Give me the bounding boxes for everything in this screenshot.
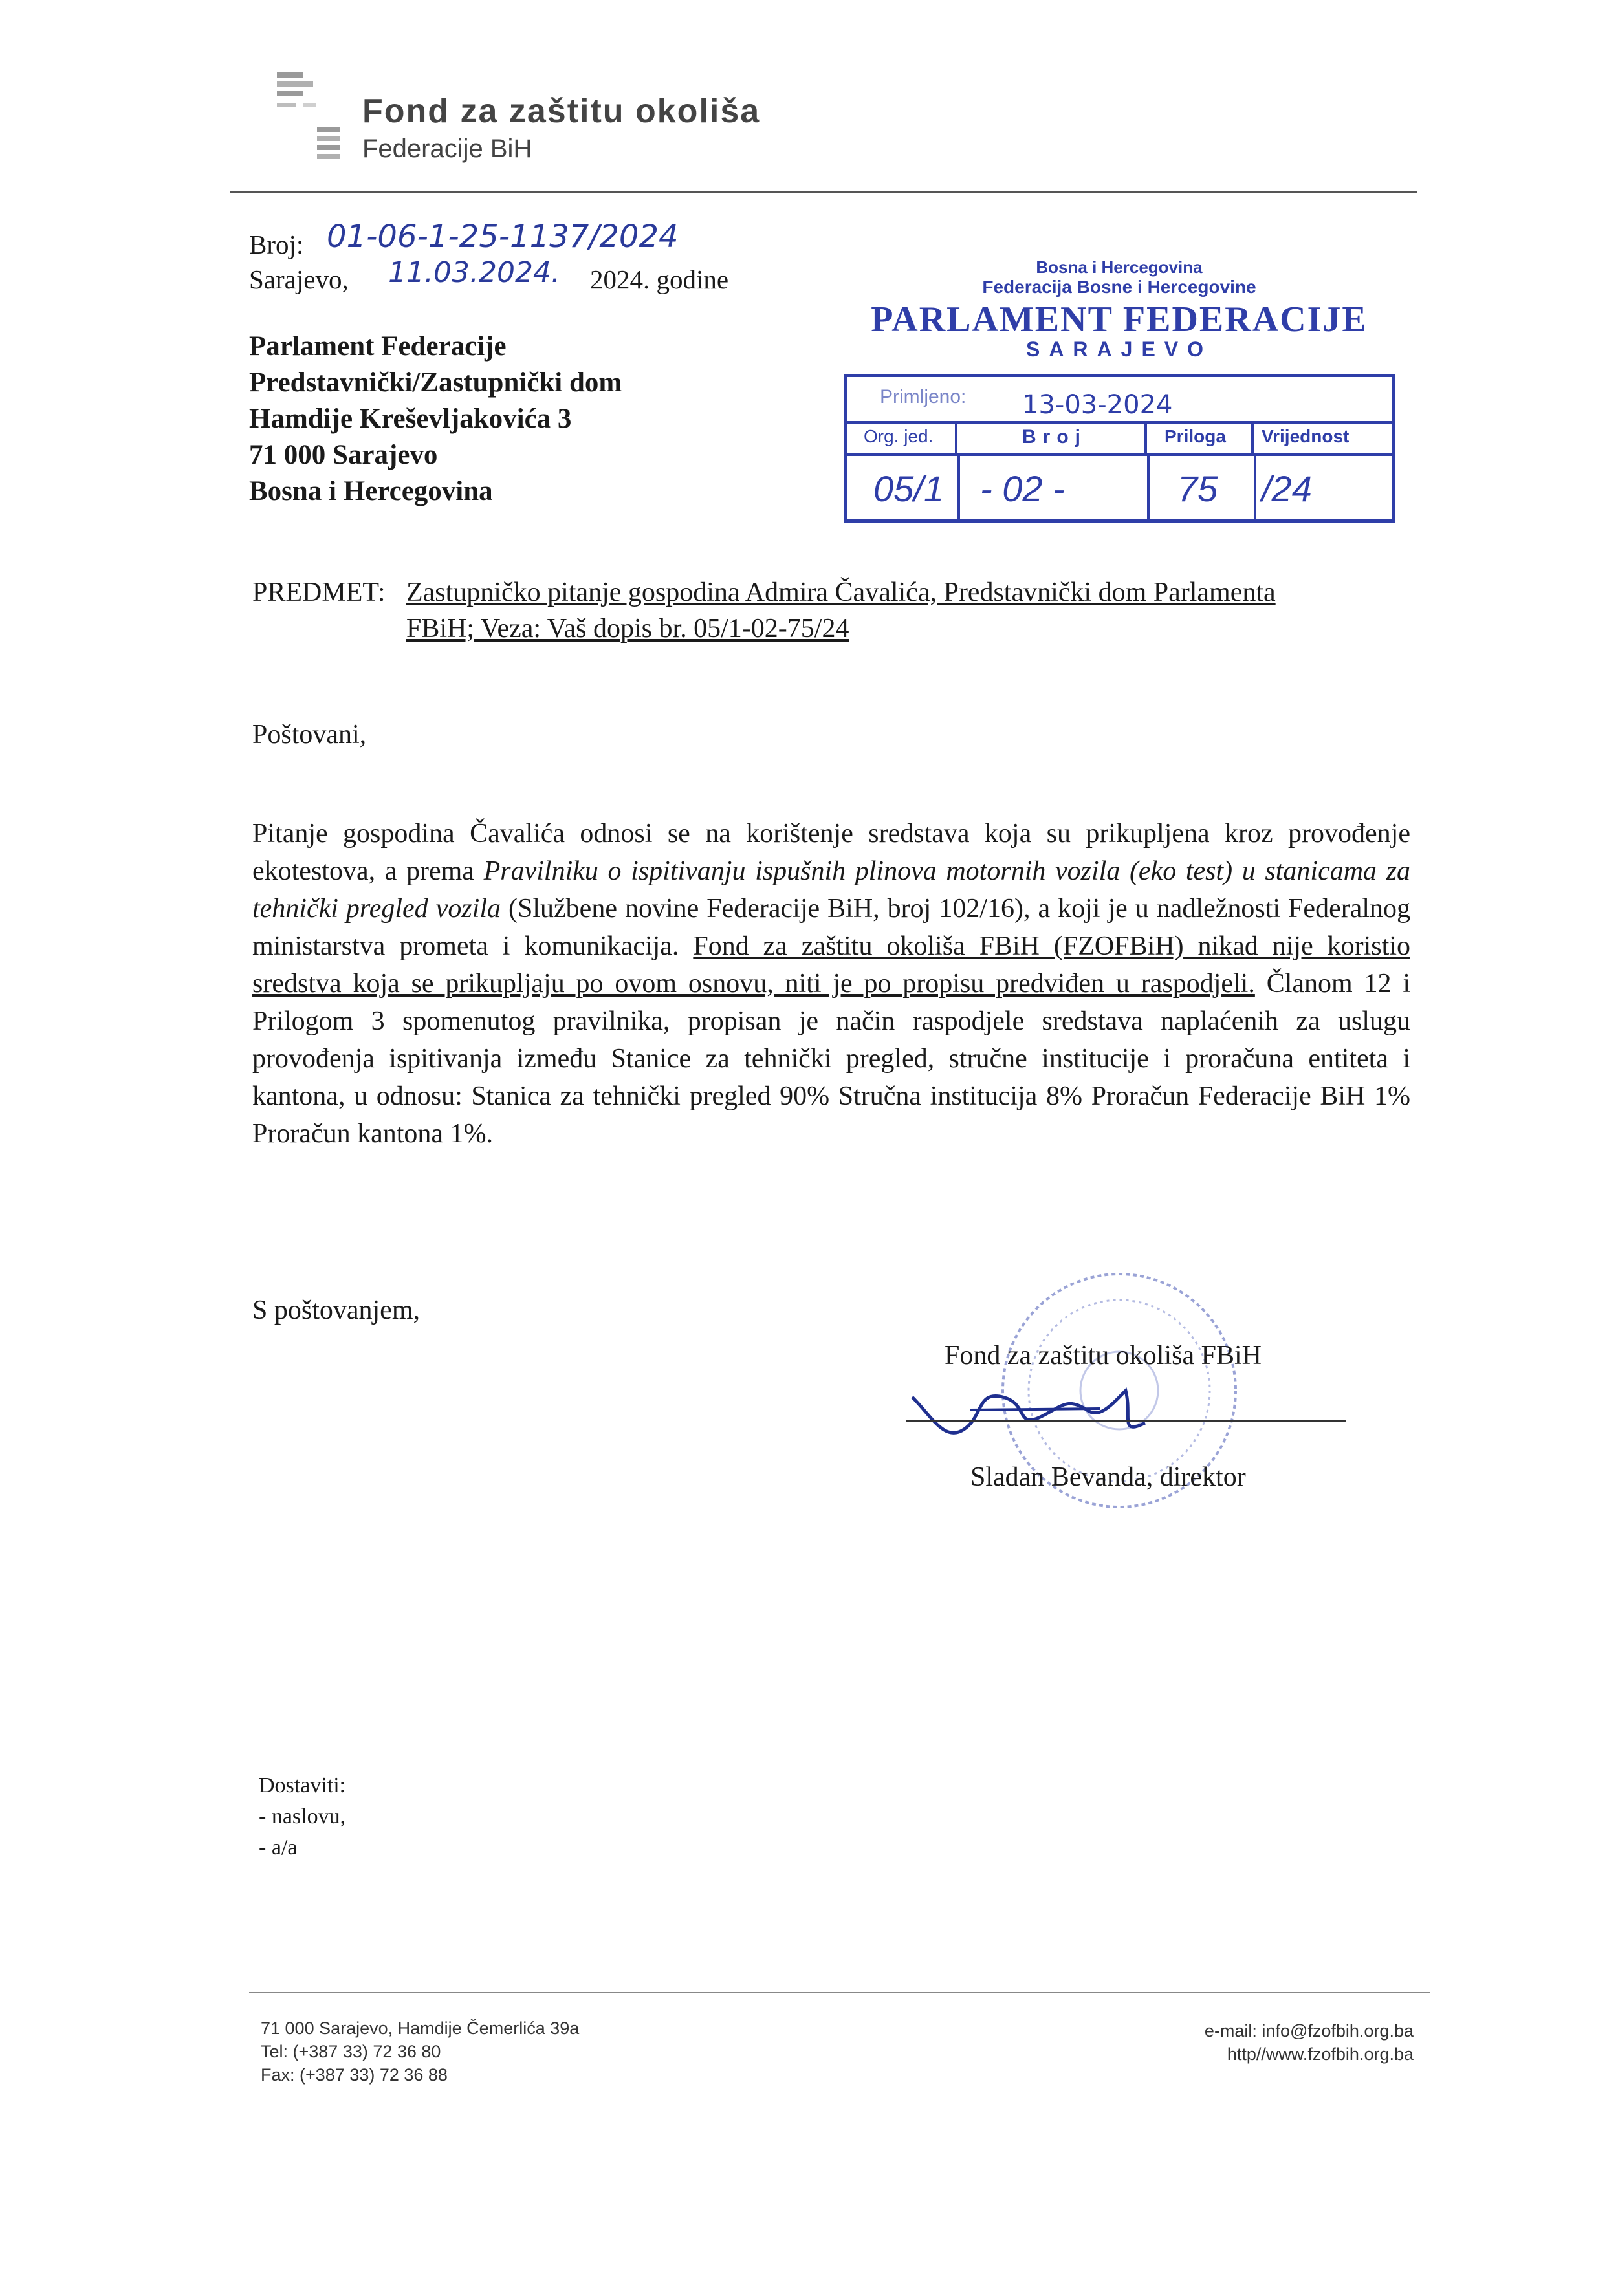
date-handwritten: 11.03.2024. [388,256,560,289]
parliament-received-stamp [841,257,1397,529]
body-key-statement: Fond za zaštitu okoliša FBiH (FZOFBiH) nikad nije koristio sredstva koja se prikupljaju po ovom osnovu, niti je po propisu predviđen u raspodjeli. [252,931,1410,999]
footer-address: 71 000 Sarajevo, Hamdije Čemerlića 39a [261,2019,580,2038]
stamp-city: SARAJEVO [1025,338,1213,361]
body-text: (Službene novine Federacije BiH, broj 102/16), a koji je u nadležnosti Federalnog ministarstva prometa i komunikacija. [252,894,1411,961]
stamp-val-org: 05/1 [873,468,944,509]
stamp-line: Federacija Bosne i Hercegovine [982,277,1256,297]
stamp-val-attach: 75 [1177,468,1218,509]
date-label: Sarajevo, [249,265,349,294]
stamp-title: PARLAMENT FEDERACIJE [871,299,1368,340]
footer-fax: Fax: (+387 33) 72 36 88 [261,2065,448,2085]
recipient-line: Parlament Federacije [249,331,507,362]
header-divider [230,191,1417,193]
subject-label: PREDMET: [252,578,386,607]
stamp-col-org: Org. jed. [864,426,934,446]
stamp-col-attach: Priloga [1164,426,1226,446]
distribution-item: - a/a [259,1836,298,1859]
footer-email[interactable]: e-mail: info@fzofbih.org.ba [1204,2021,1414,2041]
signature-org: Fond za zaštitu okoliša FBiH [945,1341,1262,1370]
distribution-label: Dostaviti: [259,1773,346,1797]
stamp-received-row [847,377,1392,424]
ref-number-label: Broj: [249,230,304,259]
footer-website[interactable]: http//www.fzofbih.org.ba [1227,2044,1414,2064]
recipient-line: Predstavnički/Zastupnički dom [249,367,622,398]
recipient-line: Bosna i Hercegovina [249,476,493,506]
body-text: Članom 12 i Prilogom 3 spomenutog pravilnika, propisan je način raspodjele sredstava naplaćenih za uslugu provođenja ispitivanja između Stanice za tehnički pregled, stručne institucije i proračuna entiteta i kantona, u odnosu: Stanica za tehnički pregled 90% Stručna institucija 8% Proračun Federacije BiH 1% Proračun kantona 1%. [252,969,1410,1149]
subject-text: Zastupničko pitanje gospodina Admira Čavalića, Predstavnički dom Parlamenta [406,578,1276,607]
footer-divider [249,1992,1430,1993]
stamp-line: Bosna i Hercegovina [1036,257,1203,277]
subject-text: FBiH; Veza: Vaš dopis br. 05/1-02-75/24 [406,614,849,644]
stamp-val-value: /24 [1262,468,1312,509]
signature-icon [906,1378,1177,1449]
stamp-header-row [847,421,1392,456]
ref-number-handwritten: 01-06-1-25-1137/2024 [327,219,679,255]
body-text: Pitanje gospodina Čavalića odnosi se na korištenje sredstava koja su prikupljena kroz provođenje ekotestova, a prema [252,819,1410,886]
stamp-col-value: Vrijednost [1262,426,1350,446]
recipient-line: Hamdije Kreševljakovića 3 [249,404,572,434]
body-paragraph [252,815,1410,1153]
footer-phone: Tel: (+387 33) 72 36 80 [261,2042,441,2061]
stamp-col-number: Broj [1022,426,1087,448]
fund-logo-icon [277,72,342,163]
closing: S poštovanjem, [252,1295,420,1325]
date-suffix: 2024. godine [590,265,729,294]
regulation-title: Pravilniku o ispitivanju ispušnih plinova motornih vozila (eko test) u stanicama za tehnički pregled vozila [252,856,1411,924]
stamp-received-date: 13-03-2024 [1022,390,1173,420]
stamp-received-label: Primljeno: [880,386,967,407]
recipient-line: 71 000 Sarajevo [249,440,438,470]
stamp-box [844,374,1395,523]
signature-line [906,1420,1346,1422]
org-name: Fond za zaštitu okoliša [362,92,761,130]
stamp-val-number: - 02 - [980,468,1065,509]
distribution-item: - naslovu, [259,1804,346,1828]
org-subtitle: Federacije BiH [362,135,532,163]
signatory-name: Sladan Bevanda, direktor [970,1462,1246,1492]
greeting: Poštovani, [252,720,367,750]
